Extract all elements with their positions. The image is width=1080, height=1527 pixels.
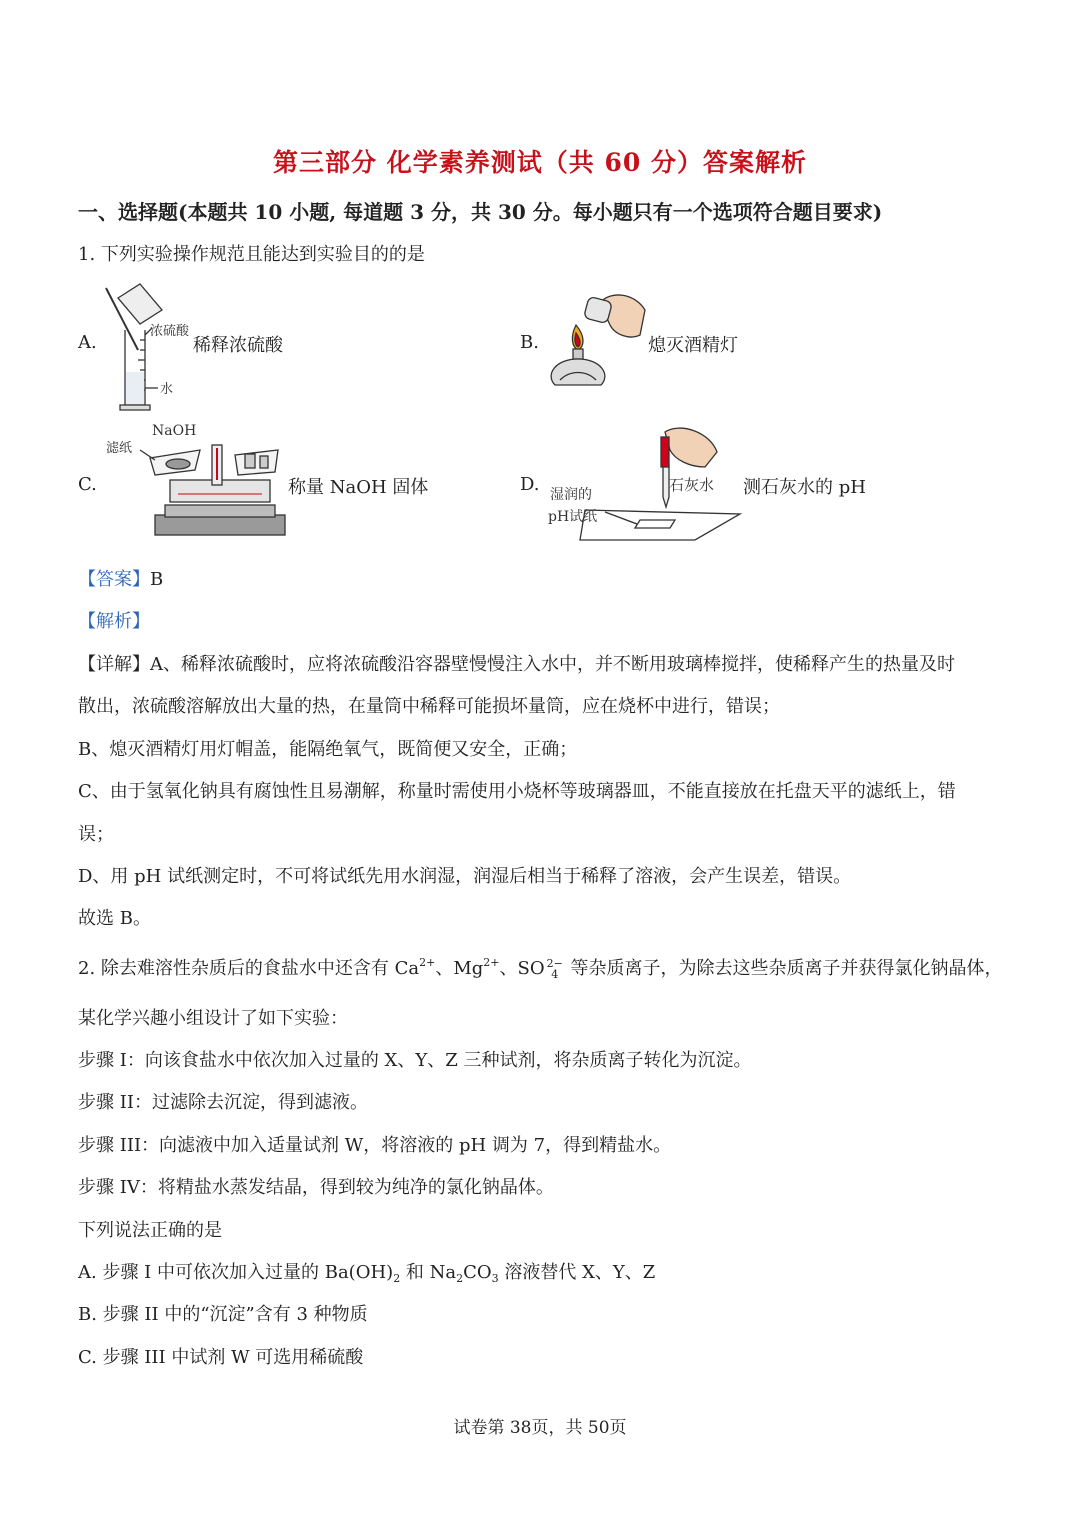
q2-opt-a-part4: 溶液替代 X、Y、Z [498,1262,656,1283]
q1-option-b-letter: B. [520,332,539,353]
q2-sup-mg: 2+ [483,956,500,969]
detail-line-2: 散出，浓硫酸溶解放出大量的热，在量筒中稀释可能损坏量筒，应在烧杯中进行，错误； [78,696,780,717]
q1-option-d-caption: 测石灰水的 pH [743,477,866,498]
q2-line2: 某化学兴趣小组设计了如下实验： [78,1008,348,1029]
label-naoh: NaOH [152,423,197,439]
q2-stem [78,954,1003,980]
label-limewater: 石灰水 [669,476,715,494]
detail-line-4: C、由于氢氧化钠具有腐蚀性且易潮解，称量时需使用小烧杯等玻璃器皿，不能直接放在托盘天平的滤纸上，错 [78,781,956,802]
q2-sup-ca: 2+ [419,956,436,969]
page-footer: 试卷第 38页，共 50页 [453,1418,627,1438]
label-water: 水 [160,382,174,397]
q2-opt-a-part3: CO [463,1262,492,1283]
q2-option-a [78,1258,655,1284]
q2-stem-c: 、SO [499,958,545,979]
q2-opt-a-sub3: 3 [491,1272,499,1285]
label-conc-sulfuric: 浓硫酸 [150,324,190,339]
answer-line [78,565,163,591]
detail-line-3: B、熄灭酒精灯用灯帽盖，能隔绝氧气，既简便又安全，正确； [78,739,578,760]
alcohol-lamp-figure [540,285,650,400]
answer-value: B [150,569,164,590]
ph-paper-figure [545,422,745,542]
q1-option-a-caption: 稀释浓硫酸 [193,335,283,356]
q2-stem-d: 等杂质离子，为除去这些杂质离子并获得氯化钠晶体， [564,958,1003,979]
detail-text-1: A、稀释浓硫酸时，应将浓硫酸沿容器壁慢慢注入水中，并不断用玻璃棒搅拌，使稀释产生的热量及时 [150,654,955,675]
q2-step-1: 步骤 I：向该食盐水中依次加入过量的 X、Y、Z 三种试剂，将杂质离子转化为沉淀。 [78,1050,752,1071]
q2-step-2: 步骤 II：过滤除去沉淀，得到滤液。 [78,1092,368,1113]
q2-step-4: 步骤 IV：将精盐水蒸发结晶，得到较为纯净的氯化钠晶体。 [78,1177,554,1198]
q1-option-d-letter: D. [520,474,540,495]
page-title: 第三部分 化学素养测试（共 60 分）答案解析 [273,148,807,177]
q1-option-b-caption: 熄灭酒精灯 [648,335,738,356]
graduated-cylinder-figure [100,280,200,415]
q1-stem: 1. 下列实验操作规范且能达到实验目的的是 [78,244,425,265]
q1-option-c-letter: C. [78,474,97,495]
q2-stem-b: 、Mg [435,958,484,979]
detail-line-5: 误； [78,824,114,845]
q2-opt-a-sub1: 2 [393,1272,401,1285]
label-ph-paper: pH试纸 [548,509,598,525]
q2-sulfate-charge [547,958,563,980]
q2-frac-bottom: 4 [551,968,559,981]
label-filter-paper: 滤纸 [106,441,133,456]
answer-tag: 【答案】 [78,569,150,590]
detail-line-7: 故选 B。 [78,908,151,929]
section-heading: 一、选择题(本题共 10 小题, 每道题 3 分，共 30 分。每小题只有一个选项符合题目要求) [78,200,883,224]
q2-stem-a: 2. 除去难溶性杂质后的食盐水中还含有 Ca [78,958,420,979]
q2-opt-a-part2: 和 Na [400,1262,457,1283]
balance-figure [100,420,290,545]
analysis-tag: 【解析】 [78,611,150,632]
detail-tag: 【详解】 [78,654,150,675]
q2-step-3: 步骤 III：向滤液中加入适量试剂 W，将溶液的 pH 调为 7，得到精盐水。 [78,1135,672,1156]
q2-option-b: B. 步骤 II 中的“沉淀”含有 3 种物质 [78,1304,368,1325]
q2-frac-top: 2− [546,957,563,970]
q2-opt-a-part1: A. 步骤 I 中可依次加入过量的 Ba(OH) [78,1262,394,1283]
q2-prompt: 下列说法正确的是 [78,1220,222,1241]
detail-line-1 [78,650,955,676]
q2-option-c: C. 步骤 III 中试剂 W 可选用稀硫酸 [78,1347,364,1368]
q1-option-c-caption: 称量 NaOH 固体 [288,477,429,498]
detail-line-6: D、用 pH 试纸测定时，不可将试纸先用水润湿，润湿后相当于稀释了溶液，会产生误差，错误。 [78,866,852,887]
q2-opt-a-sub2: 2 [456,1272,464,1285]
q1-option-a-letter: A. [78,332,97,353]
label-wet: 湿润的 [550,487,592,503]
